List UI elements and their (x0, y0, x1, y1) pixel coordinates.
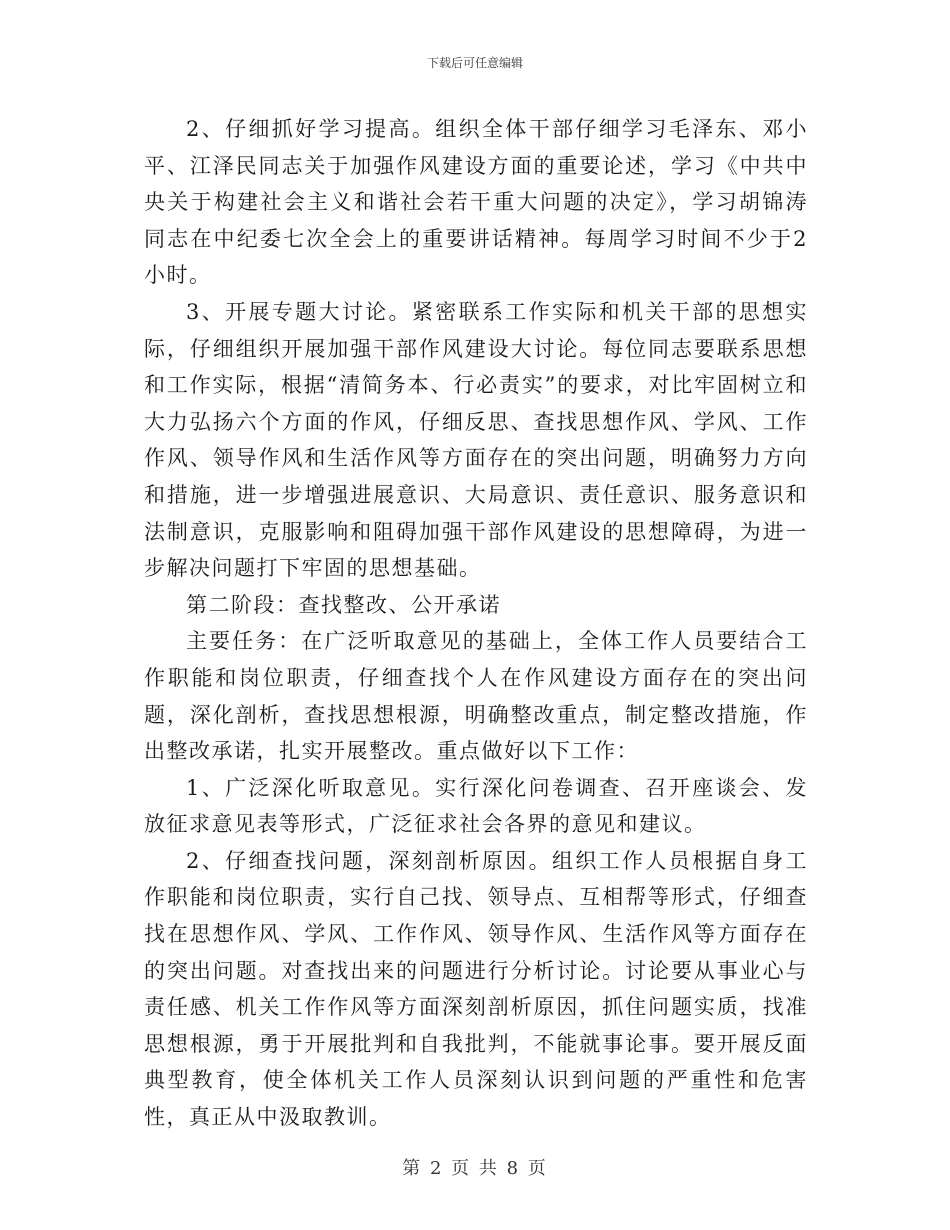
section-heading-stage-two: 第二阶段：查找整改、公开承诺 (186, 592, 501, 617)
paragraph-study-improvement: 2、仔细抓好学习提高。组织全体干部仔细学习毛泽东、邓小平、江泽民同志关于加强作风建设方面的重要论述，学习《中共中央关于构建社会主义和谐社会若干重大问题的决定》，学习胡锦涛同志在中纪委七次全会上的重要讲话精神。每周学习时间不少于2小时。 (144, 117, 808, 288)
page-header-note: 下载后可任意编辑 (426, 56, 523, 70)
paragraph-listen-opinions: 1、广泛深化听取意见。实行深化问卷调查、召开座谈会、发放征求意见表等形式，广泛征求社会各界的意见和建议。 (144, 775, 808, 837)
document-body (144, 111, 808, 1136)
paragraph-main-tasks: 主要任务：在广泛听取意见的基础上，全体工作人员要结合工作职能和岗位职责，仔细查找个人在作风建设方面存在的突出问题，深化剖析，查找思想根源，明确整改重点，制定整改措施，作出整改承诺，扎实开展整改。重点做好以下工作： (144, 629, 808, 764)
paragraph-topic-discussion: 3、开展专题大讨论。紧密联系工作实际和机关干部的思想实际，仔细组织开展加强干部作风建设大讨论。每位同志要联系思想和工作实际，根据“清简务本、行必责实”的要求，对比牢固树立和大力弘扬六个方面的作风，仔细反思、查找思想作风、学风、工作作风、领导作风和生活作风等方面存在的突出问题，明确努力方向和措施，进一步增强进展意识、大局意识、责任意识、服务意识和法制意识，克服影响和阻碍加强干部作风建设的思想障碍，为进一步解决问题打下牢固的思想基础。 (144, 299, 808, 581)
page-number-footer: 第 2 页 共 8 页 (402, 1158, 548, 1179)
paragraph-find-problems: 2、仔细查找问题，深刻剖析原因。组织工作人员根据自身工作职能和岗位职责，实行自己找、领导点、互相帮等形式，仔细查找在思想作风、学风、工作作风、领导作风、生活作风等方面存在的突出问题。对查找出来的问题进行分析讨论。讨论要从事业心与责任感、机关工作作风等方面深刻剖析原因，抓住问题实质，找准思想根源，勇于开展批判和自我批判，不能就事论事。要开展反面典型教育，使全体机关工作人员深刻认识到问题的严重性和危害性，真正从中汲取教训。 (144, 848, 808, 1130)
